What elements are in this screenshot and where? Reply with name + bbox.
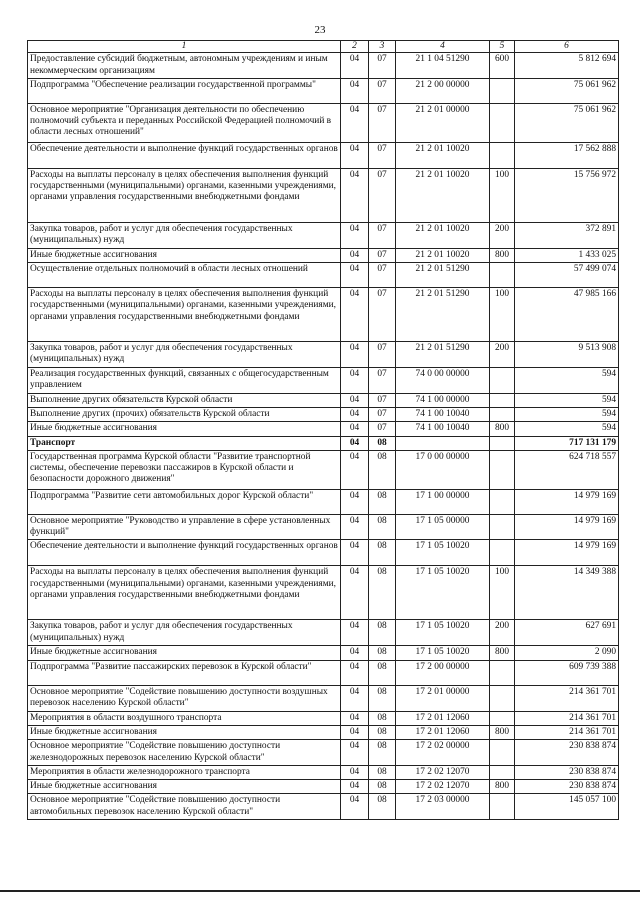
row-section-cell: 04 xyxy=(341,263,369,288)
row-subsection-cell: 08 xyxy=(369,780,396,794)
row-expense-type-cell xyxy=(490,514,515,540)
row-amount-cell: 75 061 962 xyxy=(515,103,619,142)
row-subsection-cell: 07 xyxy=(369,142,396,168)
row-section-cell: 04 xyxy=(341,222,369,248)
row-amount-cell: 14 979 169 xyxy=(515,540,619,566)
row-name-cell: Основное мероприятие "Содействие повышению доступности железнодорожных перевозок населению Курской области" xyxy=(28,740,341,766)
row-section-cell: 04 xyxy=(341,168,369,222)
row-name-cell: Расходы на выплаты персоналу в целях обеспечения выполнения функций государственными (муниципальными) органами, казенными учреждениями, органами управления государственными внебюджетными фондами xyxy=(28,168,341,222)
table-row xyxy=(28,514,619,540)
row-amount-cell: 145 057 100 xyxy=(515,794,619,820)
table-row xyxy=(28,168,619,222)
row-section-cell: 04 xyxy=(341,711,369,725)
table-row xyxy=(28,566,619,620)
row-target-article-cell: 74 1 00 00000 xyxy=(396,393,490,407)
row-section-cell: 04 xyxy=(341,103,369,142)
row-name-cell: Мероприятия в области воздушного транспорта xyxy=(28,711,341,725)
row-target-article-cell: 17 2 01 00000 xyxy=(396,685,490,711)
row-expense-type-cell xyxy=(490,740,515,766)
budget-table xyxy=(27,40,619,820)
row-name-cell: Иные бюджетные ассигнования xyxy=(28,725,341,739)
table-row xyxy=(28,78,619,103)
row-section-cell: 04 xyxy=(341,53,369,79)
row-amount-cell: 214 361 701 xyxy=(515,711,619,725)
row-expense-type-cell: 200 xyxy=(490,620,515,646)
row-subsection-cell: 08 xyxy=(369,646,396,660)
row-expense-type-cell: 100 xyxy=(490,168,515,222)
table-row xyxy=(28,685,619,711)
row-expense-type-cell: 800 xyxy=(490,725,515,739)
row-subsection-cell: 08 xyxy=(369,620,396,646)
row-expense-type-cell xyxy=(490,794,515,820)
table-row xyxy=(28,711,619,725)
table-row xyxy=(28,646,619,660)
row-amount-cell: 17 562 888 xyxy=(515,142,619,168)
row-target-article-cell: 21 2 01 00000 xyxy=(396,103,490,142)
row-name-cell: Расходы на выплаты персоналу в целях обеспечения выполнения функций государственными (муниципальными) органами, казенными учреждениями, органами управления государственными внебюджетными фондами xyxy=(28,288,341,342)
row-section-cell: 04 xyxy=(341,422,369,436)
bottom-divider xyxy=(0,890,640,892)
row-amount-cell: 594 xyxy=(515,368,619,394)
row-section-cell: 04 xyxy=(341,646,369,660)
row-name-cell: Выполнение других обязательств Курской области xyxy=(28,393,341,407)
row-expense-type-cell: 200 xyxy=(490,342,515,368)
row-expense-type-cell xyxy=(490,450,515,489)
row-section-cell: 04 xyxy=(341,740,369,766)
row-amount-cell: 624 718 557 xyxy=(515,450,619,489)
row-name-cell: Осуществление отдельных полномочий в области лесных отношений xyxy=(28,263,341,288)
row-amount-cell: 5 812 694 xyxy=(515,53,619,79)
row-amount-cell: 47 985 166 xyxy=(515,288,619,342)
row-target-article-cell: 17 2 01 12060 xyxy=(396,711,490,725)
row-section-cell: 04 xyxy=(341,450,369,489)
column-header-name: 1 xyxy=(28,41,341,53)
table-row xyxy=(28,540,619,566)
row-expense-type-cell: 100 xyxy=(490,566,515,620)
row-expense-type-cell xyxy=(490,407,515,421)
row-subsection-cell: 07 xyxy=(369,78,396,103)
row-target-article-cell: 17 2 02 12070 xyxy=(396,765,490,779)
row-subsection-cell: 08 xyxy=(369,436,396,450)
row-section-cell: 04 xyxy=(341,685,369,711)
row-name-cell: Иные бюджетные ассигнования xyxy=(28,422,341,436)
row-section-cell: 04 xyxy=(341,248,369,262)
row-subsection-cell: 08 xyxy=(369,765,396,779)
row-name-cell: Иные бюджетные ассигнования xyxy=(28,248,341,262)
row-amount-cell: 2 090 xyxy=(515,646,619,660)
row-target-article-cell: 21 2 01 10020 xyxy=(396,248,490,262)
row-section-cell: 04 xyxy=(341,393,369,407)
row-target-article-cell: 17 2 00 00000 xyxy=(396,660,490,685)
row-target-article-cell xyxy=(396,436,490,450)
row-section-cell: 04 xyxy=(341,780,369,794)
column-header-amount: 6 xyxy=(515,41,619,53)
table-row xyxy=(28,436,619,450)
row-amount-cell: 75 061 962 xyxy=(515,78,619,103)
row-target-article-cell: 17 1 00 00000 xyxy=(396,489,490,514)
row-expense-type-cell xyxy=(490,489,515,514)
row-name-cell: Выполнение других (прочих) обязательств Курской области xyxy=(28,407,341,421)
row-subsection-cell: 08 xyxy=(369,660,396,685)
table-row xyxy=(28,725,619,739)
row-name-cell: Транспорт xyxy=(28,436,341,450)
row-target-article-cell: 17 2 01 12060 xyxy=(396,725,490,739)
row-name-cell: Закупка товаров, работ и услуг для обеспечения государственных (муниципальных) нужд xyxy=(28,620,341,646)
row-amount-cell: 372 891 xyxy=(515,222,619,248)
row-target-article-cell: 21 2 01 51290 xyxy=(396,263,490,288)
row-name-cell: Обеспечение деятельности и выполнение функций государственных органов xyxy=(28,142,341,168)
table-row xyxy=(28,248,619,262)
row-name-cell: Обеспечение деятельности и выполнение функций государственных органов xyxy=(28,540,341,566)
row-amount-cell: 9 513 908 xyxy=(515,342,619,368)
row-section-cell: 04 xyxy=(341,142,369,168)
table-row xyxy=(28,393,619,407)
row-subsection-cell: 07 xyxy=(369,407,396,421)
row-target-article-cell: 21 2 01 10020 xyxy=(396,142,490,168)
row-subsection-cell: 07 xyxy=(369,368,396,394)
row-subsection-cell: 08 xyxy=(369,794,396,820)
row-amount-cell: 609 739 388 xyxy=(515,660,619,685)
row-expense-type-cell xyxy=(490,78,515,103)
row-target-article-cell: 17 1 05 00000 xyxy=(396,514,490,540)
column-header-subsection: 3 xyxy=(369,41,396,53)
row-section-cell: 04 xyxy=(341,489,369,514)
row-target-article-cell: 21 2 01 51290 xyxy=(396,288,490,342)
row-expense-type-cell xyxy=(490,540,515,566)
row-subsection-cell: 08 xyxy=(369,725,396,739)
row-amount-cell: 717 131 179 xyxy=(515,436,619,450)
row-target-article-cell: 21 2 01 51290 xyxy=(396,342,490,368)
row-target-article-cell: 21 2 00 00000 xyxy=(396,78,490,103)
row-amount-cell: 230 838 874 xyxy=(515,780,619,794)
row-amount-cell: 1 433 025 xyxy=(515,248,619,262)
page-number: 23 xyxy=(314,24,326,36)
row-amount-cell: 57 499 074 xyxy=(515,263,619,288)
row-target-article-cell: 17 1 05 10020 xyxy=(396,566,490,620)
row-name-cell: Основное мероприятие "Руководство и управление в сфере установленных функций" xyxy=(28,514,341,540)
table-row xyxy=(28,53,619,79)
row-section-cell: 04 xyxy=(341,407,369,421)
table-header-row xyxy=(28,41,619,53)
row-expense-type-cell: 200 xyxy=(490,222,515,248)
row-subsection-cell: 08 xyxy=(369,450,396,489)
row-expense-type-cell xyxy=(490,685,515,711)
row-expense-type-cell xyxy=(490,711,515,725)
row-subsection-cell: 07 xyxy=(369,393,396,407)
row-amount-cell: 214 361 701 xyxy=(515,685,619,711)
row-target-article-cell: 21 2 01 10020 xyxy=(396,222,490,248)
row-expense-type-cell xyxy=(490,660,515,685)
row-name-cell: Иные бюджетные ассигнования xyxy=(28,780,341,794)
row-name-cell: Закупка товаров, работ и услуг для обеспечения государственных (муниципальных) нужд xyxy=(28,342,341,368)
table-row xyxy=(28,222,619,248)
row-section-cell: 04 xyxy=(341,566,369,620)
row-amount-cell: 14 349 388 xyxy=(515,566,619,620)
row-subsection-cell: 07 xyxy=(369,222,396,248)
row-section-cell: 04 xyxy=(341,725,369,739)
row-target-article-cell: 74 0 00 00000 xyxy=(396,368,490,394)
table-row xyxy=(28,794,619,820)
table-row xyxy=(28,489,619,514)
row-target-article-cell: 17 2 02 12070 xyxy=(396,780,490,794)
table-row xyxy=(28,342,619,368)
row-amount-cell: 594 xyxy=(515,407,619,421)
row-name-cell: Основное мероприятие "Содействие повышению доступности воздушных перевозок населению Курской области" xyxy=(28,685,341,711)
row-amount-cell: 230 838 874 xyxy=(515,765,619,779)
row-expense-type-cell xyxy=(490,393,515,407)
row-amount-cell: 14 979 169 xyxy=(515,489,619,514)
row-target-article-cell: 21 1 04 51290 xyxy=(396,53,490,79)
row-section-cell: 04 xyxy=(341,288,369,342)
row-subsection-cell: 07 xyxy=(369,422,396,436)
row-subsection-cell: 07 xyxy=(369,342,396,368)
row-section-cell: 04 xyxy=(341,620,369,646)
row-target-article-cell: 17 1 05 10020 xyxy=(396,620,490,646)
row-expense-type-cell xyxy=(490,103,515,142)
table-row xyxy=(28,368,619,394)
row-subsection-cell: 08 xyxy=(369,711,396,725)
table-row xyxy=(28,780,619,794)
row-subsection-cell: 07 xyxy=(369,288,396,342)
row-expense-type-cell xyxy=(490,765,515,779)
row-name-cell: Подпрограмма "Обеспечение реализации государственной программы" xyxy=(28,78,341,103)
row-expense-type-cell: 100 xyxy=(490,288,515,342)
row-name-cell: Подпрограмма "Развитие пассажирских перевозок в Курской области" xyxy=(28,660,341,685)
row-section-cell: 04 xyxy=(341,765,369,779)
row-expense-type-cell xyxy=(490,142,515,168)
row-section-cell: 04 xyxy=(341,342,369,368)
column-header-target-article: 4 xyxy=(396,41,490,53)
row-expense-type-cell: 600 xyxy=(490,53,515,79)
row-section-cell: 04 xyxy=(341,540,369,566)
row-subsection-cell: 07 xyxy=(369,53,396,79)
table-row xyxy=(28,407,619,421)
row-subsection-cell: 08 xyxy=(369,566,396,620)
row-target-article-cell: 74 1 00 10040 xyxy=(396,422,490,436)
row-expense-type-cell: 800 xyxy=(490,780,515,794)
column-header-expense-type: 5 xyxy=(490,41,515,53)
table-row xyxy=(28,142,619,168)
row-target-article-cell: 74 1 00 10040 xyxy=(396,407,490,421)
row-name-cell: Предоставление субсидий бюджетным, автономным учреждениям и иным некоммерческим организациям xyxy=(28,53,341,79)
table-row xyxy=(28,450,619,489)
row-name-cell: Расходы на выплаты персоналу в целях обеспечения выполнения функций государственными (муниципальными) органами, казенными учреждениями, органами управления государственными внебюджетными фондами xyxy=(28,566,341,620)
row-target-article-cell: 17 1 05 10020 xyxy=(396,646,490,660)
row-amount-cell: 15 756 972 xyxy=(515,168,619,222)
row-section-cell: 04 xyxy=(341,78,369,103)
row-section-cell: 04 xyxy=(341,794,369,820)
row-target-article-cell: 17 2 03 00000 xyxy=(396,794,490,820)
row-target-article-cell: 21 2 01 10020 xyxy=(396,168,490,222)
row-subsection-cell: 07 xyxy=(369,168,396,222)
row-subsection-cell: 07 xyxy=(369,103,396,142)
row-expense-type-cell xyxy=(490,263,515,288)
row-section-cell: 04 xyxy=(341,436,369,450)
row-name-cell: Основное мероприятие "Организация деятельности по обеспечению полномочий субъекта и переданных Российской Федерацией полномочий в области лесных отношений" xyxy=(28,103,341,142)
row-name-cell: Подпрограмма "Развитие сети автомобильных дорог Курской области" xyxy=(28,489,341,514)
table-row xyxy=(28,660,619,685)
row-expense-type-cell xyxy=(490,368,515,394)
row-name-cell: Государственная программа Курской области "Развитие транспортной системы, обеспечение перевозки пассажиров в Курской области и безопасности дорожного движения" xyxy=(28,450,341,489)
row-subsection-cell: 07 xyxy=(369,263,396,288)
row-name-cell: Реализация государственных функций, связанных с общегосударственным управлением xyxy=(28,368,341,394)
row-expense-type-cell xyxy=(490,436,515,450)
table-row xyxy=(28,288,619,342)
row-expense-type-cell: 800 xyxy=(490,422,515,436)
row-expense-type-cell: 800 xyxy=(490,646,515,660)
row-amount-cell: 594 xyxy=(515,393,619,407)
row-amount-cell: 627 691 xyxy=(515,620,619,646)
row-section-cell: 04 xyxy=(341,660,369,685)
row-section-cell: 04 xyxy=(341,368,369,394)
row-amount-cell: 594 xyxy=(515,422,619,436)
table-row xyxy=(28,765,619,779)
row-subsection-cell: 08 xyxy=(369,685,396,711)
table-row xyxy=(28,620,619,646)
table-row xyxy=(28,263,619,288)
row-target-article-cell: 17 0 00 00000 xyxy=(396,450,490,489)
row-amount-cell: 230 838 874 xyxy=(515,740,619,766)
row-name-cell: Мероприятия в области железнодорожного транспорта xyxy=(28,765,341,779)
row-subsection-cell: 08 xyxy=(369,540,396,566)
row-name-cell: Иные бюджетные ассигнования xyxy=(28,646,341,660)
row-amount-cell: 214 361 701 xyxy=(515,725,619,739)
row-subsection-cell: 08 xyxy=(369,740,396,766)
column-header-section: 2 xyxy=(341,41,369,53)
row-expense-type-cell: 800 xyxy=(490,248,515,262)
row-subsection-cell: 07 xyxy=(369,248,396,262)
row-section-cell: 04 xyxy=(341,514,369,540)
row-name-cell: Основное мероприятие "Содействие повышению доступности автомобильных перевозок населению Курской области" xyxy=(28,794,341,820)
row-target-article-cell: 17 2 02 00000 xyxy=(396,740,490,766)
row-name-cell: Закупка товаров, работ и услуг для обеспечения государственных (муниципальных) нужд xyxy=(28,222,341,248)
row-subsection-cell: 08 xyxy=(369,514,396,540)
table-row xyxy=(28,103,619,142)
row-target-article-cell: 17 1 05 10020 xyxy=(396,540,490,566)
table-row xyxy=(28,422,619,436)
row-subsection-cell: 08 xyxy=(369,489,396,514)
row-amount-cell: 14 979 169 xyxy=(515,514,619,540)
table-row xyxy=(28,740,619,766)
